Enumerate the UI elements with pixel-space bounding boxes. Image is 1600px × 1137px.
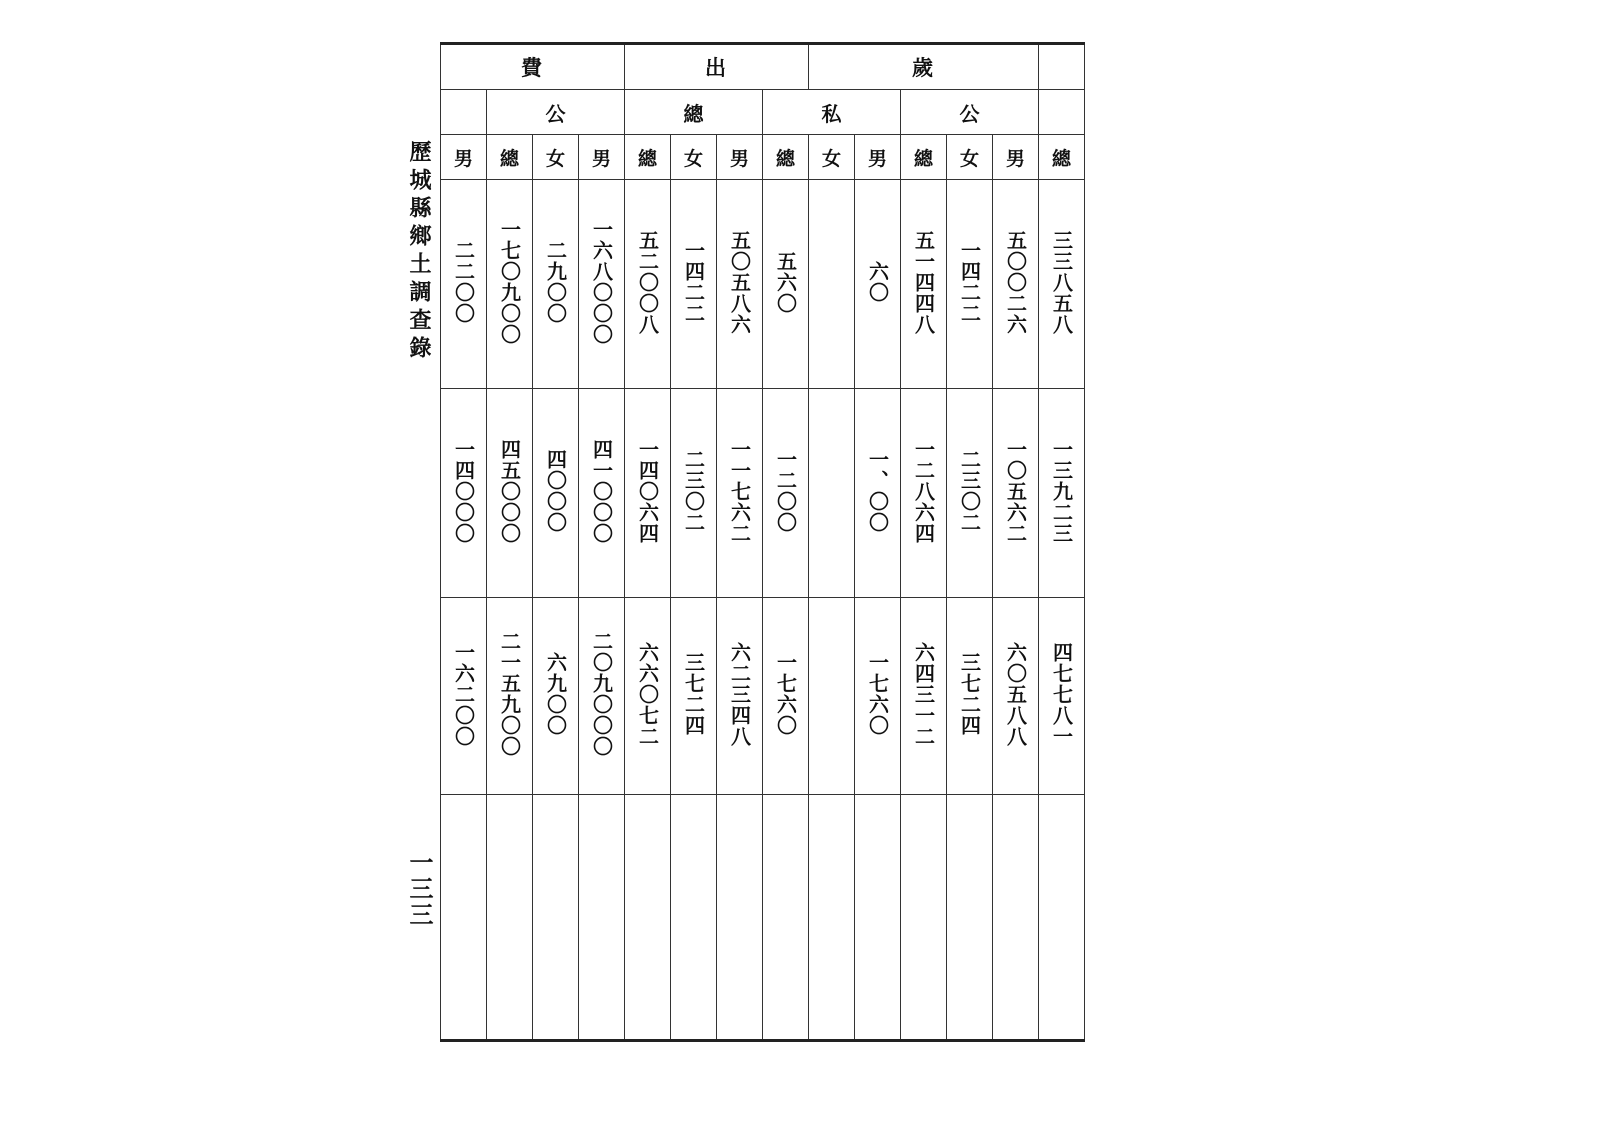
empty-cell: [901, 795, 947, 1041]
header-gong-left: 公: [487, 90, 625, 135]
cell-value: 六四三一二: [911, 641, 936, 747]
cell-value: 二二〇〇: [451, 240, 476, 324]
header-blank: [1039, 44, 1085, 90]
table-row: [441, 389, 1085, 598]
empty-cell: [625, 795, 671, 1041]
leaf-header: 男: [441, 135, 487, 180]
cell-value: 六〇五八八: [1003, 641, 1028, 747]
cell-value: 一四〇六四: [635, 438, 660, 544]
empty-cell: [993, 795, 1039, 1041]
cell-value: 二一五九〇〇: [497, 631, 522, 757]
table-cell: [947, 180, 993, 389]
header-chu: 出: [625, 44, 809, 90]
table-cell: [855, 389, 901, 598]
leaf-header: 女: [947, 135, 993, 180]
header-row-top: [441, 44, 1085, 90]
table-cell: [717, 598, 763, 795]
cell-value: 一二〇〇: [773, 449, 798, 533]
cell-value: 四一〇〇〇: [589, 438, 614, 544]
side-title: 歷城縣鄉土調查錄: [406, 140, 432, 364]
table-cell: [441, 180, 487, 389]
header-sui: 歲: [809, 44, 1039, 90]
table-cell: [625, 389, 671, 598]
empty-cell: [1039, 795, 1085, 1041]
table-cell: [1039, 598, 1085, 795]
table-cell: [809, 180, 855, 389]
table-cell: [579, 180, 625, 389]
cell-value: 五一四四八: [911, 229, 936, 335]
leaf-header: 男: [993, 135, 1039, 180]
table-cell: [487, 180, 533, 389]
table-cell: [855, 598, 901, 795]
cell-value: 六六〇七二: [635, 641, 660, 747]
cell-value: 一四二二: [681, 240, 706, 324]
cell-value: 一四二二: [957, 240, 982, 324]
cell-value: 六九〇〇: [543, 652, 568, 736]
table-cell: [625, 598, 671, 795]
header-fei: 費: [441, 44, 625, 90]
table-cell: [487, 389, 533, 598]
cell-value: 四〇〇〇: [543, 449, 568, 533]
table-cell: [809, 598, 855, 795]
leaf-header: 總: [487, 135, 533, 180]
table-cell: [717, 389, 763, 598]
table-cell: [901, 598, 947, 795]
header-blank-left: [441, 90, 487, 135]
header-row-leaf: [441, 135, 1085, 180]
cell-value: 二九〇〇: [543, 240, 568, 324]
table-cell: [1039, 180, 1085, 389]
cell-value: 一七六〇: [773, 652, 798, 736]
table-cell: [947, 598, 993, 795]
table-cell: [533, 180, 579, 389]
table-cell: [717, 180, 763, 389]
table-cell: [901, 180, 947, 389]
leaf-header: 女: [533, 135, 579, 180]
cell-value: 六二三四八: [727, 641, 752, 747]
cell-value: 一、〇〇: [865, 449, 890, 533]
empty-cell: [763, 795, 809, 1041]
cell-value: 二〇九〇〇〇: [589, 631, 614, 757]
empty-cell: [671, 795, 717, 1041]
leaf-header: 女: [809, 135, 855, 180]
header-zong: 總: [625, 90, 763, 135]
table-cell: [809, 389, 855, 598]
cell-value: 一六二〇〇: [451, 641, 476, 747]
leaf-header: 男: [855, 135, 901, 180]
empty-cell: [533, 795, 579, 1041]
header-blank-right: [1039, 90, 1085, 135]
table-cell: [947, 389, 993, 598]
header-row-second: [441, 90, 1085, 135]
table-cell: [901, 389, 947, 598]
table-cell: [579, 598, 625, 795]
empty-cell: [487, 795, 533, 1041]
table-cell: [441, 389, 487, 598]
leaf-header: 男: [717, 135, 763, 180]
leaf-header: 總: [901, 135, 947, 180]
empty-cell: [947, 795, 993, 1041]
table-cell: [671, 180, 717, 389]
cell-value: 六〇: [865, 261, 890, 303]
cell-value: 一〇五六二: [1003, 438, 1028, 544]
table-cell: [441, 598, 487, 795]
cell-value: 二三〇二: [681, 449, 706, 533]
table-cell: [993, 598, 1039, 795]
cell-value: 二三〇二: [957, 449, 982, 533]
page-number: 一三三: [405, 850, 434, 928]
cell-value: 四五〇〇〇: [497, 438, 522, 544]
cell-value: 三七二四: [957, 652, 982, 736]
cell-value: 一四〇〇〇: [451, 438, 476, 544]
header-gong-right: 公: [901, 90, 1039, 135]
table-cell: [763, 598, 809, 795]
empty-cell: [855, 795, 901, 1041]
empty-cell: [579, 795, 625, 1041]
empty-cell: [809, 795, 855, 1041]
cell-value: 三七二四: [681, 652, 706, 736]
table-cell: [763, 389, 809, 598]
table-cell: [1039, 389, 1085, 598]
table-cell: [993, 389, 1039, 598]
expenditure-table: [440, 42, 1085, 1042]
cell-value: 五二〇〇八: [635, 229, 660, 335]
table-cell: [671, 598, 717, 795]
leaf-header: 總: [763, 135, 809, 180]
cell-value: 五六〇: [773, 250, 798, 314]
empty-cell: [441, 795, 487, 1041]
table-cell: [533, 598, 579, 795]
cell-value: 四七七八一: [1049, 641, 1074, 747]
table-cell: [993, 180, 1039, 389]
leaf-header: 女: [671, 135, 717, 180]
table-cell: [487, 598, 533, 795]
cell-value: 一七〇九〇〇: [497, 219, 522, 345]
cell-value: 一一七六二: [727, 438, 752, 544]
empty-row: [441, 795, 1085, 1041]
table-cell: [671, 389, 717, 598]
table-row: [441, 180, 1085, 389]
cell-value: 一二八六四: [911, 438, 936, 544]
table-cell: [855, 180, 901, 389]
table-cell: [763, 180, 809, 389]
empty-cell: [717, 795, 763, 1041]
cell-value: 五〇〇二六: [1003, 229, 1028, 335]
leaf-header: 總: [1039, 135, 1085, 180]
table-row: [441, 598, 1085, 795]
header-si: 私: [763, 90, 901, 135]
cell-value: 一七六〇: [865, 652, 890, 736]
cell-value: 一三九二三: [1049, 438, 1074, 544]
leaf-header: 總: [625, 135, 671, 180]
leaf-header: 男: [579, 135, 625, 180]
table-cell: [579, 389, 625, 598]
cell-value: 一六八〇〇〇: [589, 219, 614, 345]
table-cell: [533, 389, 579, 598]
table-cell: [625, 180, 671, 389]
cell-value: 五〇五八六: [727, 229, 752, 335]
cell-value: 三三八五八: [1049, 229, 1074, 335]
